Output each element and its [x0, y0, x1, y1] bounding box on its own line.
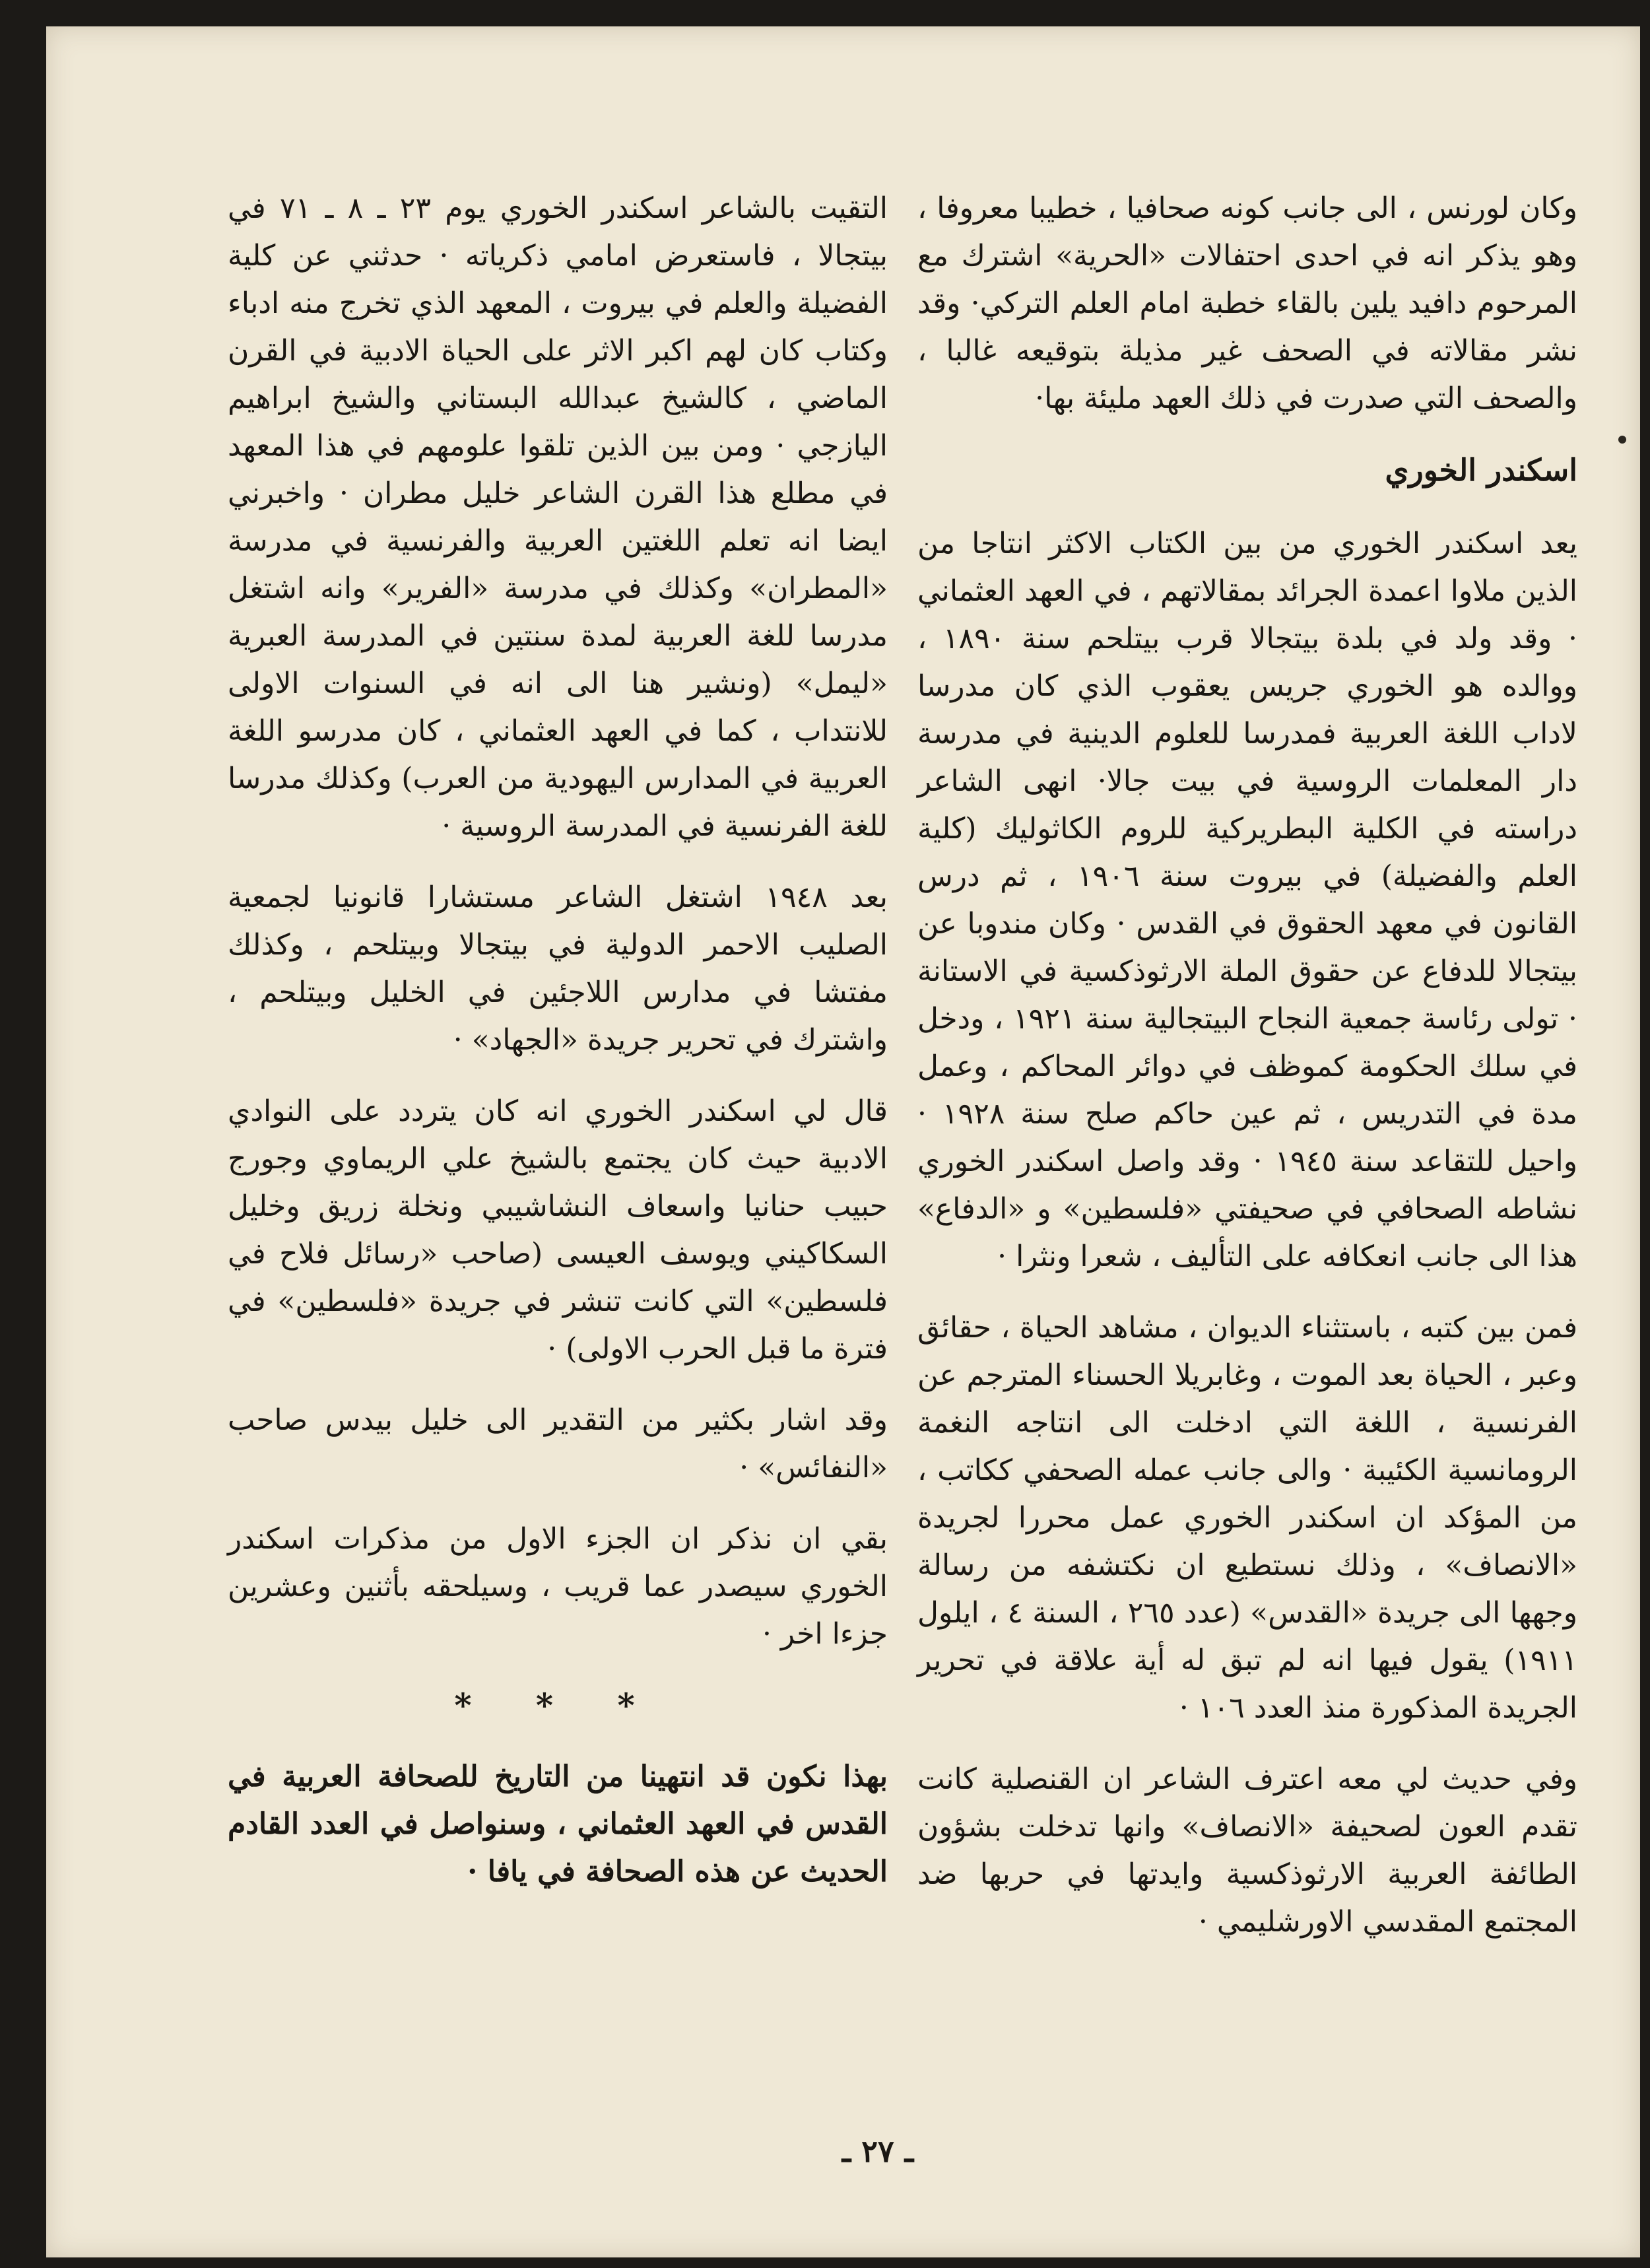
- paragraph: بعد ١٩٤٨ اشتغل الشاعر مستشارا قانونيا لجمعية الصليب الاحمر الدولية في بيتجالا وبيتلحم ، وكذلك مفتشا في مدارس اللاجئين في الخليل وبيتلحم ، واشترك في تحرير جريدة «الجهاد» ·: [228, 881, 888, 1057]
- margin-dot: [1618, 436, 1626, 444]
- paragraph: بقي ان نذكر ان الجزء الاول من مذكرات اسكندر الخوري سيصدر عما قريب ، وسيلحقه بأثنين وعشرين جزءا اخر ·: [228, 1522, 888, 1651]
- right-column: [917, 185, 1577, 1970]
- paragraph: التقيت بالشاعر اسكندر الخوري يوم ٢٣ ـ ٨ ـ ٧١ في بيتجالا ، فاستعرض امامي ذكرياته · حدثني عن كلية الفضيلة والعلم في بيروت ، المعهد الذي تخرج منه ادباء وكتاب كان لهم اكبر الاثر على الحياة الادبية في القرن الماضي ، كالشيخ عبدالله البستاني والشيخ ابراهيم اليازجي · ومن بين الذين تلقوا علومهم في هذا المعهد في مطلع هذا القرن الشاعر خليل مطران · واخبرني ايضا انه تعلم اللغتين العربية والفرنسية في مدرسة «المطران» وكذلك في مدرسة «الفرير» وانه اشتغل مدرسا للغة العربية لمدة سنتين في المدرسة العبرية «ليمل» (ونشير هنا الى انه في السنوات الاولى للانتداب ، كما في العهد العثماني ، كان مدرسو اللغة العربية في المدارس اليهودية من العرب) وكذلك مدرسا للغة الفرنسية في المدرسة الروسية ·: [228, 191, 888, 843]
- page-number: ـ ٢٧ ـ: [842, 2133, 914, 2169]
- paragraph: يعد اسكندر الخوري من بين الكتاب الاكثر انتاجا من الذين ملاوا اعمدة الجرائد بمقالاتهم ، في العهد العثماني · وقد ولد في بلدة بيتجالا قرب بيتلحم سنة ١٨٩٠ ، ووالده هو الخوري جريس يعقوب الذي كان مدرسا لاداب اللغة العربية فمدرسا للعلوم الدينية في مدرسة دار المعلمات الروسية في بيت جالا· انهى الشاعر دراسته في الكلية البطريركية للروم الكاثوليك (كلية العلم والفضيلة) في بيروت سنة ١٩٠٦ ، ثم درس القانون في معهد الحقوق في القدس · وكان مندوبا عن بيتجالا للدفاع عن حقوق الملة الارثوذكسية في الاستانة · تولى رئاسة جمعية النجاح البيتجالية سنة ١٩٢١ ، ودخل في سلك الحكومة كموظف في دوائر المحاكم ، وعمل مدة في التدريس ، ثم عين حاكم صلح سنة ١٩٢٨ · واحيل للتقاعد سنة ١٩٤٥ · وقد واصل اسكندر الخوري نشاطه الصحافي في صحيفتي «فلسطين» و «الدفاع» هذا الى جانب انعكافه على التأليف ، شعرا ونثرا ·: [917, 527, 1577, 1273]
- paragraph: وكان لورنس ، الى جانب كونه صحافيا ، خطيبا معروفا ، وهو يذكر انه في احدى احتفالات «الحرية» اشترك مع المرحوم دافيد يلين بالقاء خطبة امام العلم التركي· وقد نشر مقالاته في الصحف غير مذيلة بتوقيعه غالبا ، والصحف التي صدرت في ذلك العهد مليئة بها·: [917, 191, 1577, 415]
- paragraph: فمن بين كتبه ، باستثناء الديوان ، مشاهد الحياة ، حقائق وعبر ، الحياة بعد الموت ، وغابريلا الحسناء المترجم عن الفرنسية ، اللغة التي ادخلت الى انتاجه النغمة الرومانسية الكئيبة · والى جانب عمله الصحفي ككاتب ، من المؤكد ان اسكندر الخوري عمل محررا لجريدة «الانصاف» ، وذلك نستطيع ان نكتشفه من رسالة وجهها الى جريدة «القدس» (عدد ٢٦٥ ، السنة ٤ ، ايلول ١٩١١) يقول فيها انه لم تبق له أية علاقة في تحرير الجريدة المذكورة منذ العدد ١٠٦ ·: [917, 1311, 1577, 1725]
- paragraph: قال لي اسكندر الخوري انه كان يتردد على النوادي الادبية حيث كان يجتمع بالشيخ علي الريماوي وجورج حبيب حنانيا واسعاف النشاشيبي ونخلة زريق وخليل السكاكيني ويوسف العيسى (صاحب «رسائل فلاح في فلسطين» التي كانت تنشر في جريدة «فلسطين» في فترة ما قبل الحرب الاولى) ·: [228, 1094, 888, 1366]
- paragraph: وفي حديث لي معه اعترف الشاعر ان القنصلية كانت تقدم العون لصحيفة «الانصاف» وانها تدخلت بشؤون الطائفة العربية الارثوذكسية وايدتها في حربها ضد المجتمع المقدسي الاورشليمي ·: [917, 1762, 1577, 1939]
- section-heading: اسكندر الخوري: [1385, 452, 1577, 488]
- paragraph: وقد اشار بكثير من التقدير الى خليل بيدس صاحب «النفائس» ·: [228, 1403, 888, 1484]
- left-column: [228, 185, 888, 1919]
- section-divider-stars: * * *: [454, 1686, 661, 1725]
- closing-note: بهذا نكون قد انتهينا من التاريخ للصحافة العربية في القدس في العهد العثماني ، وسنواصل في العدد القادم الحديث عن هذه الصحافة في يافا ·: [228, 1760, 888, 1888]
